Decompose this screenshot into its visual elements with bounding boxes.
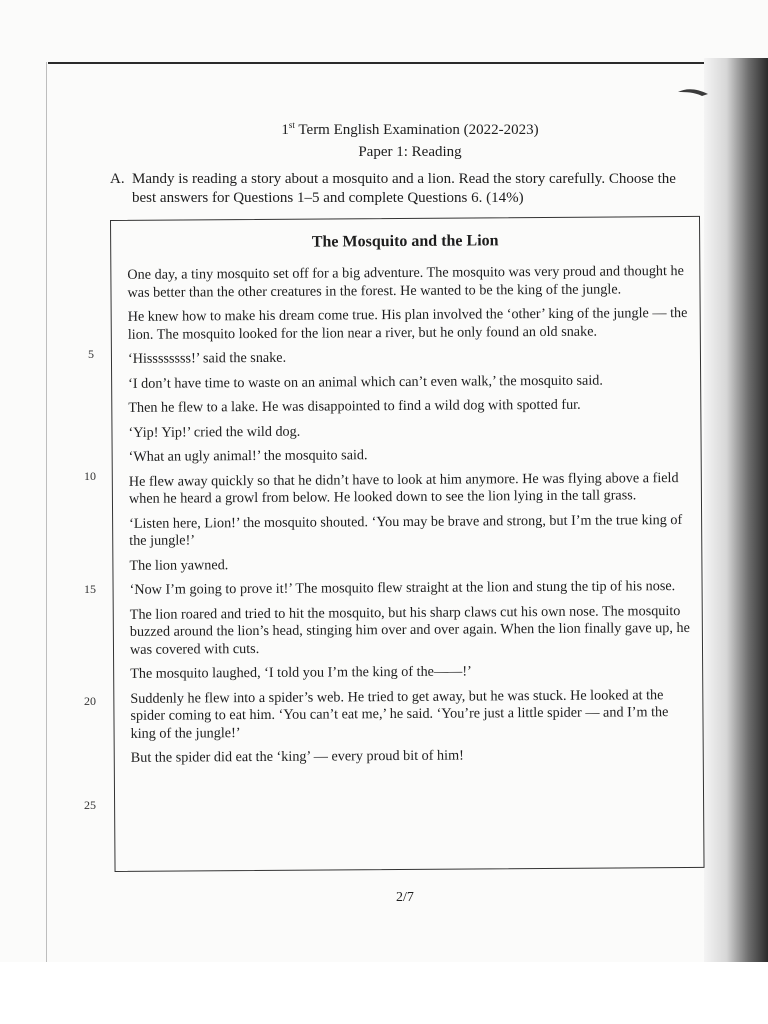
line-number: 20 [84, 694, 96, 708]
story-paragraph: The lion roared and tried to hit the mosquito, but his sharp claws cut his own nose. The mosquito buzzed around the lion’s head, stinging him over and over again. When the lion finally gave up, he was covered with cuts. [129, 602, 690, 658]
scan-border-top [48, 62, 720, 64]
page-number: 2/7 [396, 890, 414, 905]
story-paragraph: ‘Hissssssss!’ said the snake. [127, 349, 287, 367]
story-paragraph: The lion yawned. [129, 556, 229, 574]
line-number: 25 [84, 798, 96, 812]
page-curl-icon [678, 88, 708, 96]
line-number-margin [0, 0, 110, 1024]
story-paragraph: ‘Now I’m going to prove it!’ The mosquito flew straight at the lion and stung the tip of his nose. [129, 578, 676, 598]
story-paragraph: Suddenly he flew into a spider’s web. He tried to get away, but he was stuck. He looked at the spider coming to eat him. ‘You can’t eat me,’ he said. ‘You’re just a little spider — and I’m the king of the jungle!’ [130, 686, 669, 742]
line-number: 15 [84, 582, 96, 596]
line-number: 10 [84, 469, 96, 483]
story-paragraph: The mosquito laughed, ‘I told you I’m the king of the——!’ [130, 663, 472, 682]
story-paragraph: Then he flew to a lake. He was disappointed to find a wild dog with spotted fur. [128, 396, 581, 416]
story-title: The Mosquito and the Lion [311, 232, 499, 251]
scan-bottom-strip [0, 962, 768, 1024]
line-number: 5 [88, 347, 94, 361]
exam-header [200, 114, 620, 163]
story-paragraph: ‘I don’t have time to waste on an animal which can’t even walk,’ the mosquito said. [128, 372, 603, 392]
section-instruction [110, 170, 700, 208]
scan-shadow-right [704, 58, 768, 968]
story-paragraph: But the spider did eat the ‘king’ — every proud bit of him! [130, 747, 464, 766]
story-paragraph: ‘Listen here, Lion!’ the mosquito shouted. ‘You may be brave and strong, but I’m the true king of the jungle!’ [129, 511, 683, 549]
story-paragraph: ‘What an ugly animal!’ the mosquito said. [128, 447, 368, 465]
story-paragraph: ‘Yip! Yip!’ cried the wild dog. [128, 423, 301, 441]
paper-title: Paper 1: Reading [358, 144, 462, 160]
story-box [110, 216, 705, 872]
instruction-text: Mandy is reading a story about a mosquito and a lion. Read the story carefully. Choose the best answers for Questions 1–5 and complete Questions 6. (14%) [132, 171, 676, 206]
story-paragraph: One day, a tiny mosquito set off for a big adventure. The mosquito was very proud and thought he was better than the other creatures in the forest. He wanted to be the king of the jungle. [127, 262, 684, 301]
story-paragraph: He flew away quickly so that he didn’t have to look at him anymore. He was flying above a field when he heard a growl from below. He looked down to see the lion lying in the tall grass. [128, 469, 679, 507]
section-marker: A. [110, 171, 125, 187]
exam-title: 1st Term English Examination (2022-2023) [281, 120, 539, 138]
story-paragraph: He knew how to make his dream come true. His plan involved the ‘other’ king of the jungle — the lion. The mosquito looked for the lion near a river, but he only found an old snake. [127, 304, 688, 343]
story-body [127, 263, 693, 774]
